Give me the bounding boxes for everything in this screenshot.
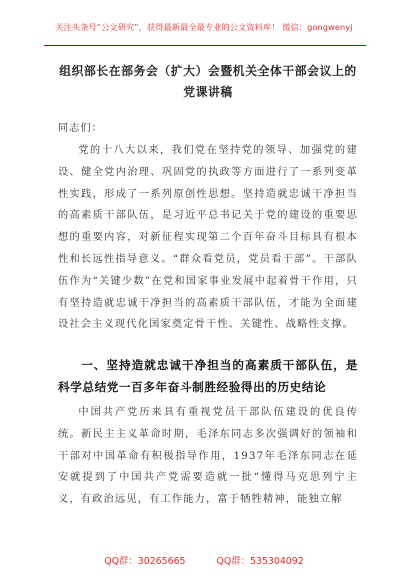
footer-qq-group-1: QQ群：30265665 (104, 556, 186, 567)
header-divider (44, 45, 366, 46)
footer-qq-group-2: QQ群：535304092 (216, 556, 304, 567)
paragraph-1: 党的十八大以来，我们党在坚持党的领导、加强党的建设、健全党内治理、巩固党的执政等方面进行了一系列变革性实践，形成了一系列原创性思想。坚持造就忠诚干净担当的高素质干部队伍，是习近平总书记关于党的建设的重要思想的重要内容，对新征程实现第二个百年奋斗目标具有根本性和长远性指导意义。“群众看党员，党员看干部”。干部队伍作为“关键少数”在党和国家事业发展中起着骨干作用，只有坚持造就忠诚干净担当的高素质干部队伍，才能为全面建设社会主义现代化国家奠定骨干性、关键性、战略性支撑。 (58, 145, 358, 331)
footer (0, 553, 408, 567)
section-heading-1: 一、坚持造就忠诚干净担当的高素质干部队伍，是科学总结党一百多年奋斗制胜经验得出的历史结论 (58, 358, 358, 394)
paragraph-2: 中国共产党历来具有重视党员干部队伍建设的优良传统。新民主主义革命时期，毛泽东同志多次强调好的领袖和干部对中国革命有积极指导作用，1937年毛泽东同志在延安就提到了中国共产党需要造就一批“懂得马克思列宁主义，有政治远见，有工作能力，富于牺牲精神，能独立解 (58, 407, 358, 506)
header-banner: 关注头条号“公文研究”，获得最新最全最专业的公文资料库！ 微信：gongwenyj (55, 22, 353, 32)
salutation: 同志们： (58, 123, 103, 134)
document-title: 组织部长在部务会（扩大）会暨机关全体干部会议上的党课讲稿 (59, 64, 357, 99)
